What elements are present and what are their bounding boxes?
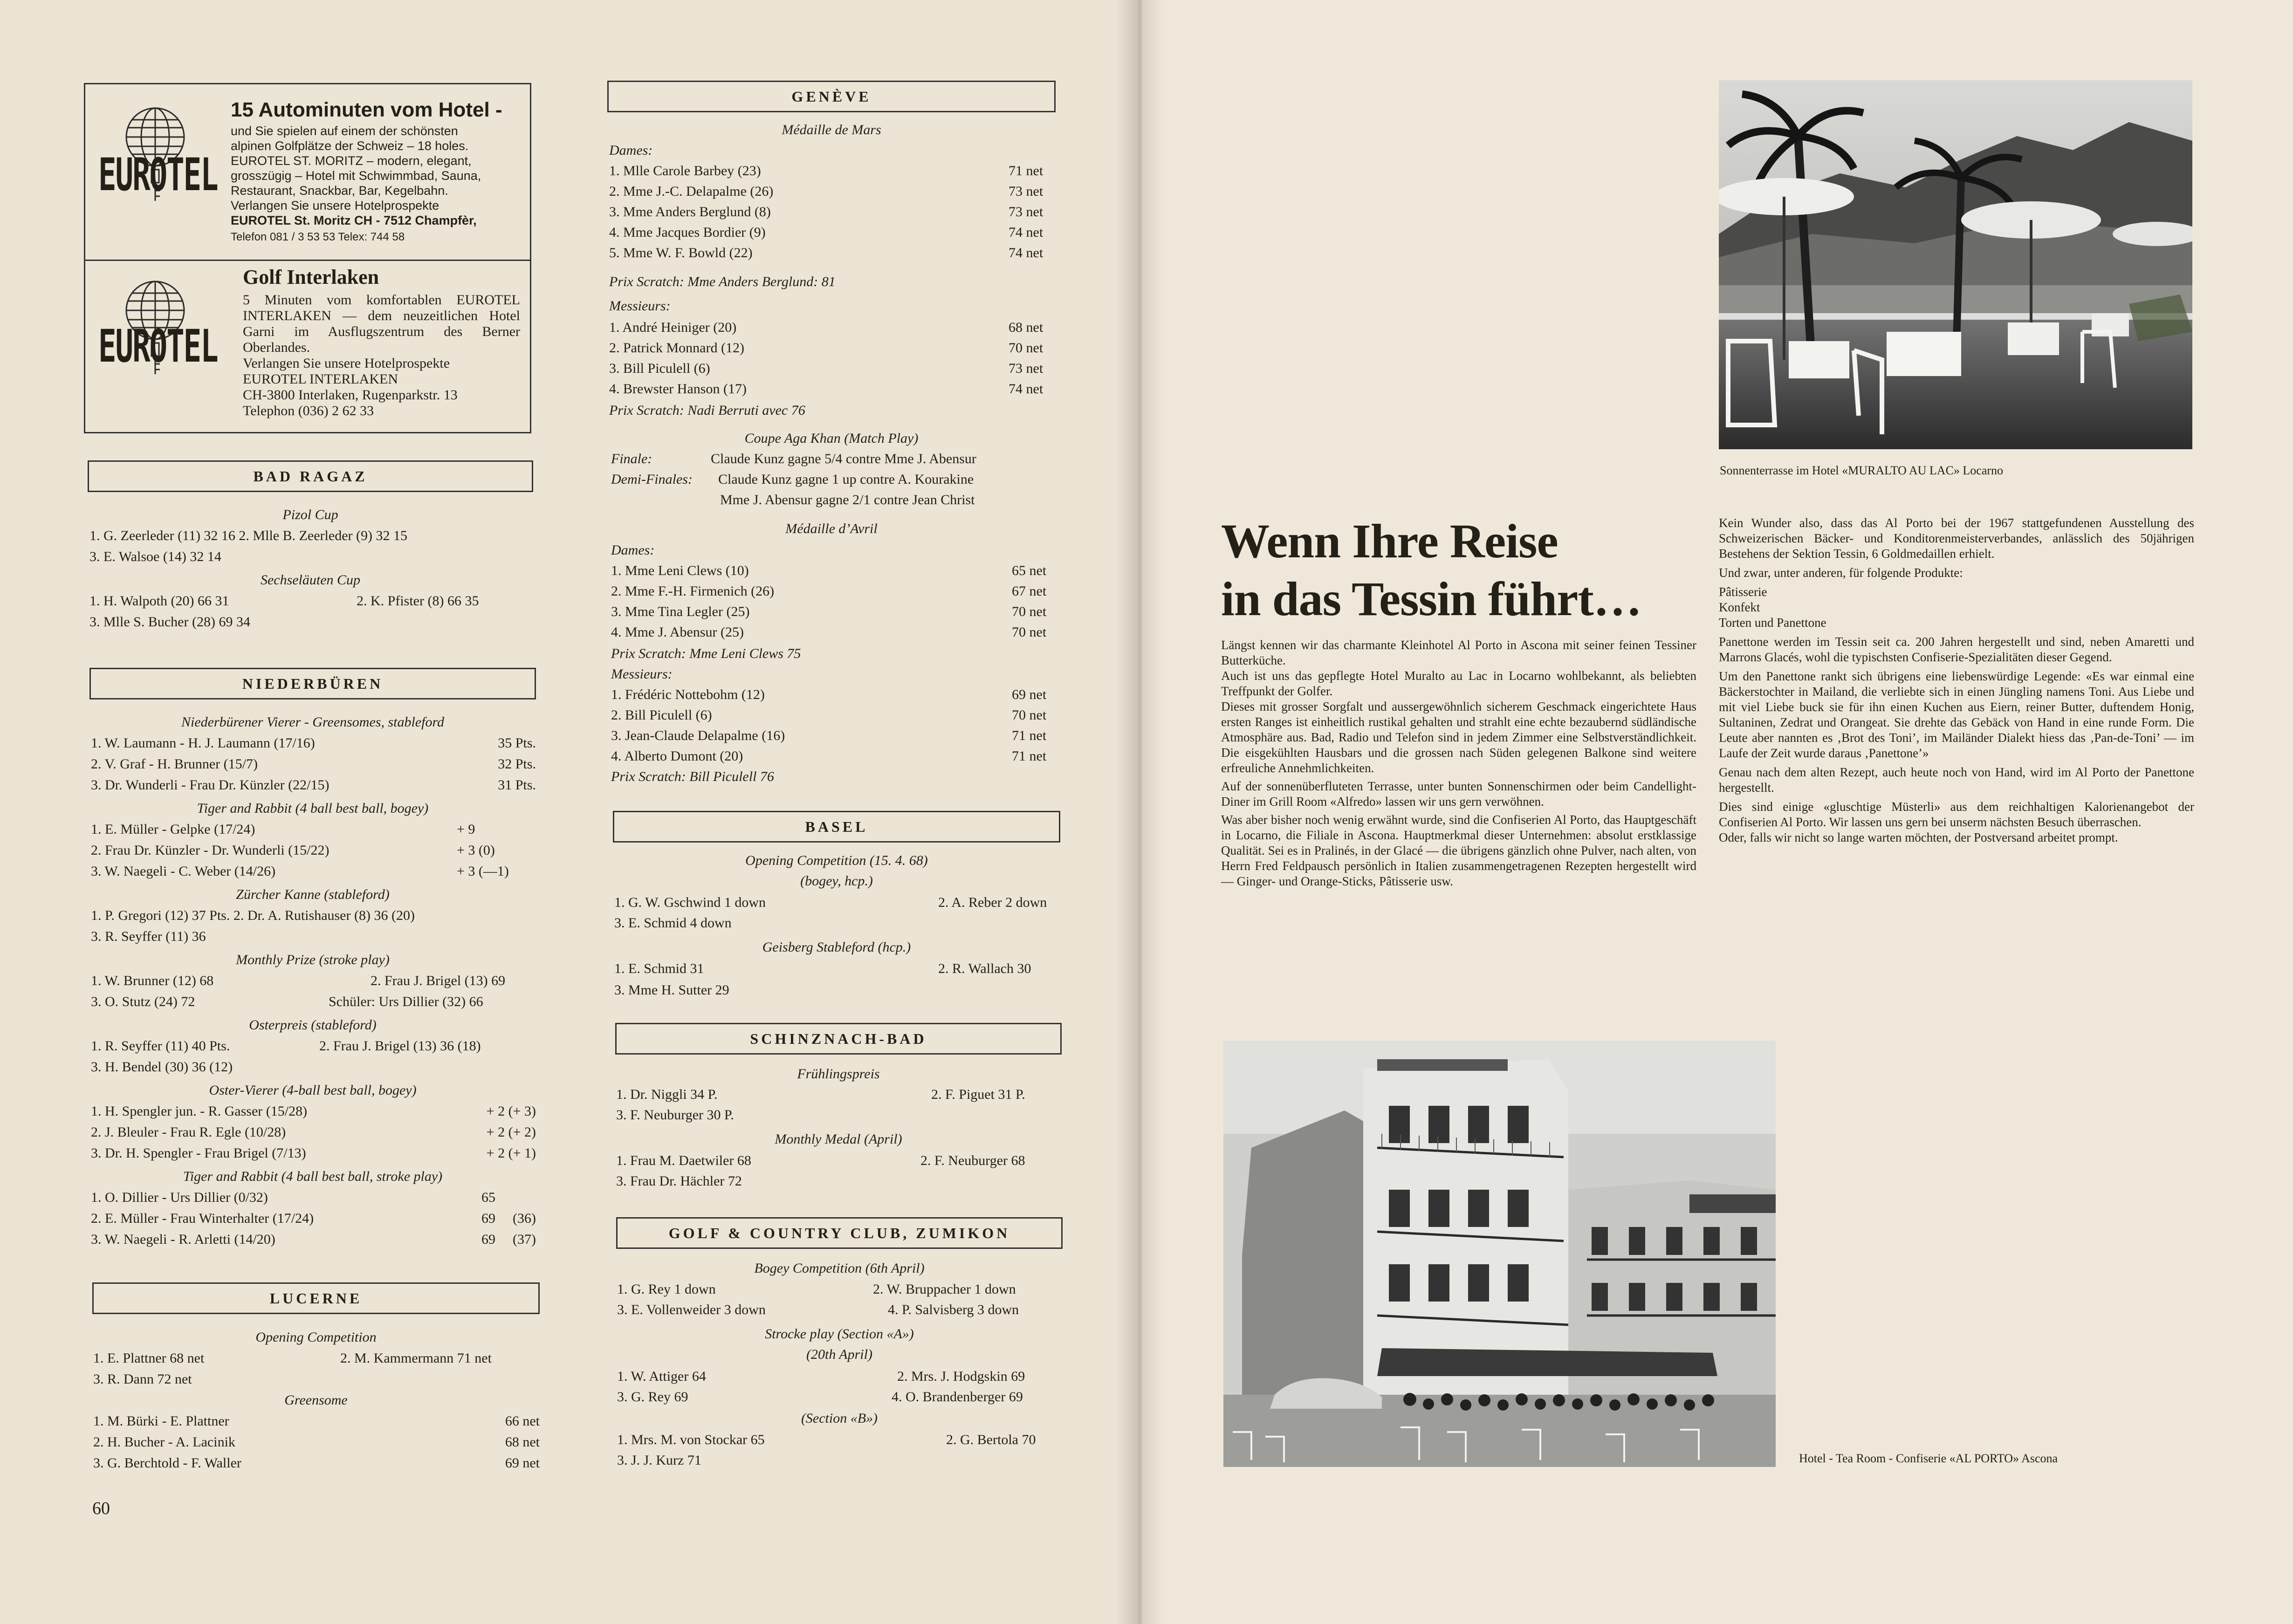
result-name: 1. O. Dillier - Urs Dillier (0/32) (91, 1190, 268, 1205)
result-name: 1. M. Bürki - E. Plattner (93, 1413, 229, 1429)
result-name: 3. Mme Anders Berglund (8) (609, 204, 771, 219)
result-line: Claude Kunz gagne 5/4 contre Mme J. Abensur (711, 451, 976, 466)
result-name: 2. Mme F.-H. Firmenich (26) (611, 583, 775, 599)
result-line: 2. M. Kammermann 71 net (340, 1350, 492, 1366)
article-paragraph: Und zwar, unter anderen, für folgende Produkte: (1719, 566, 1963, 580)
terrace-photo (1719, 80, 2192, 449)
ad1-body (231, 123, 524, 245)
article-paragraph: Um den Panettone rankt sich übrigens eine liebenswürdige Legende: «Es war einmal eine Bäckerstochter in Mailand, die verliebte sich in einen Jüngling namens Toni. Aus Liebe und mit viel Liebe buck sie für ihn einen Kuchen aus Eiern, reiner Butter, duftendem Honig, Sultaninen, Zedrat und Orangeat. Sie drehte das Gebäck von Hand in eine runde Form. Die Leute aber nannten es ‚Brot des Toni’, im Mailänder Dialekt hiess das ‚Pan-de-Toni’ — im Laufe der Zeit wurde daraus ‚Panettone’» (1719, 669, 2194, 760)
ad1-line: und Sie spielen auf einem der schönsten (231, 124, 458, 138)
competition-title: Monthly Medal (April) (775, 1131, 902, 1147)
page-number: 60 (92, 1499, 110, 1518)
result-score: 69 net (1012, 687, 1047, 702)
result-name: 3. Dr. H. Spengler - Frau Brigel (7/13) (91, 1145, 306, 1161)
headline-line: Wenn Ihre Reise (1221, 514, 1558, 568)
result-score: 68 net (505, 1434, 540, 1450)
article-paragraph: Längst kennen wir das charmante Kleinhotel Al Porto in Ascona mit seiner feinen Tessiner Butterküche. (1221, 638, 1696, 667)
result-line: 1. E. Plattner 68 net (93, 1350, 205, 1366)
result-line: 3. E. Vollenweider 3 down (617, 1302, 766, 1317)
result-line: 2. Frau J. Brigel (13) 69 (371, 973, 506, 988)
competition-title: (Section «B») (801, 1411, 878, 1426)
result-name: 1. Frédéric Nottebohm (12) (611, 687, 765, 702)
result-row (611, 604, 1058, 620)
competition-title: Sechseläuten Cup (260, 572, 361, 588)
ad1-phone: Telefon 081 / 3 53 53 Telex: 744 58 (231, 231, 405, 243)
result-line: Schüler: Urs Dillier (32) 66 (329, 994, 483, 1009)
article-paragraph: Dies sind einige «gluschtige Müsterli» aus dem reichhaltigen Kalorienangebot der Confiserien Al Porto. Wir lassen uns gern bei unserm nächsten Besuch überraschen. (1719, 800, 2194, 829)
result-line: 2. A. Reber 2 down (938, 895, 1047, 910)
result-line: 1. G. Zeerleder (11) 32 16 2. Mlle B. Zeerleder (9) 32 15 (89, 528, 407, 543)
result-line: 2. F. Piguet 31 P. (931, 1087, 1025, 1102)
eurotel-logo: EUROTEL (98, 321, 218, 373)
result-line: 1. W. Brunner (12) 68 (91, 973, 214, 988)
section-header-lucerne: LUCERNE (92, 1282, 540, 1314)
result-line: Mme J. Abensur gagne 2/1 contre Jean Christ (720, 492, 975, 507)
result-row (609, 320, 1057, 336)
result-row (611, 707, 1058, 723)
ad2-text: 5 Minuten vom komfortablen EUROTEL INTERLAKEN — dem neuzeitlichen Hotel Garni im Ausflugszentrum des Berner Oberlandes. (243, 292, 520, 355)
result-row (93, 1434, 540, 1450)
result-score: + 2 (+ 1) (486, 1145, 536, 1161)
result-name: 3. Jean-Claude Delapalme (16) (611, 728, 785, 743)
result-line: 2. W. Bruppacher 1 down (873, 1281, 1016, 1297)
hotel-photo (1223, 1041, 1776, 1467)
result-row (91, 1145, 536, 1161)
ad1-line: Restaurant, Snackbar, Bar, Kegelbahn. (231, 184, 448, 198)
ad2-title: Golf Interlaken (243, 266, 379, 288)
result-score: 73 net (1009, 204, 1044, 219)
section-header-schinznach: SCHINZNACH-BAD (615, 1023, 1062, 1055)
result-name: 1. E. Müller - Gelpke (17/24) (91, 822, 255, 837)
result-line: 3. R. Dann 72 net (93, 1371, 192, 1387)
result-line: 3. Frau Dr. Hächler 72 (616, 1173, 742, 1189)
result-line: 1. P. Gregori (12) 37 Pts. 2. Dr. A. Rutishauser (8) 36 (20) (91, 908, 415, 923)
round-label: Demi-Finales: (611, 472, 693, 487)
competition-title: Frühlingspreis (797, 1066, 880, 1082)
result-line: 3. Mme H. Sutter 29 (614, 982, 729, 998)
article-paragraph: Auf der sonnenüberfluteten Terrasse, unter bunten Sonnenschirmen oder beim Candellight-Diner im Grill Room «Alfredo» lassen wir uns gern verwöhnen. (1221, 779, 1696, 809)
result-score: 74 net (1009, 225, 1044, 240)
result-name: 4. Mme Jacques Bordier (9) (609, 225, 766, 240)
result-name: 2. Mme J.-C. Delapalme (26) (609, 184, 774, 199)
result-score: 74 net (1009, 245, 1044, 260)
ad2-line: Telephon (036) 2 62 33 (243, 403, 374, 418)
product-item: Konfekt (1719, 600, 1760, 614)
ad2-line: Verlangen Sie unsere Hotelprospekte (243, 356, 450, 371)
result-line: 1. W. Attiger 64 (617, 1369, 706, 1384)
result-row (91, 822, 536, 837)
competition-title: Greensome (284, 1392, 348, 1408)
result-line: 3. R. Seyffer (11) 36 (91, 929, 206, 944)
result-line: 1. Dr. Niggli 34 P. (616, 1087, 718, 1102)
result-name: 2. H. Bucher - A. Lacinik (93, 1434, 235, 1450)
result-score: 70 net (1012, 624, 1047, 640)
competition-title: Pizol Cup (282, 507, 338, 522)
competition-title: Médaille d’Avril (785, 521, 878, 536)
result-name: 4. Alberto Dumont (20) (611, 748, 743, 764)
result-line: 2. Mrs. J. Hodgskin 69 (897, 1369, 1025, 1384)
result-score: 70 net (1009, 340, 1044, 356)
competition-title: Strocke play (Section «A») (765, 1326, 914, 1342)
prix-scratch: Prix Scratch: Nadi Berruti avec 76 (609, 403, 805, 418)
ad2-body (243, 292, 520, 419)
result-name: 1. Mme Leni Clews (10) (611, 563, 749, 578)
competition-title: Coupe Aga Khan (Match Play) (744, 431, 919, 446)
result-row (609, 361, 1057, 377)
result-row (91, 777, 536, 793)
result-name: 2. J. Bleuler - Frau R. Egle (10/28) (91, 1124, 286, 1140)
ad2-line: CH-3800 Interlaken, Rugenparkstr. 13 (243, 387, 458, 403)
result-line: 2. R. Wallach 30 (938, 961, 1031, 976)
eurotel-logo: EUROTEL (98, 150, 218, 201)
prix-scratch: Prix Scratch: Mme Leni Clews 75 (611, 646, 801, 661)
result-line: 1. Frau M. Daetwiler 68 (616, 1153, 751, 1168)
result-name: 1. W. Laumann - H. J. Laumann (17/16) (91, 735, 315, 751)
result-name: 1. Mlle Carole Barbey (23) (609, 163, 761, 178)
competition-title: Tiger and Rabbit (4 ball best ball, bogey) (197, 801, 429, 816)
result-line: 2. Frau J. Brigel (13) 36 (18) (319, 1038, 481, 1054)
result-row (611, 748, 1058, 764)
prix-scratch: Prix Scratch: Bill Piculell 76 (611, 769, 774, 784)
result-name: 4. Mme J. Abensur (25) (611, 624, 744, 640)
result-row (91, 1190, 536, 1206)
result-score: + 3 (—1) (457, 863, 509, 879)
result-line: 2. F. Neuburger 68 (920, 1153, 1025, 1168)
category-label: Messieurs: (611, 666, 673, 682)
result-line: 1. R. Seyffer (11) 40 Pts. (91, 1038, 230, 1054)
result-line: 1. G. W. Gschwind 1 down (614, 895, 766, 910)
result-row (609, 184, 1057, 199)
article-paragraph: Genau nach dem alten Rezept, auch heute noch von Hand, wird im Al Porto der Panettone hergestellt. (1719, 765, 2194, 795)
ad1-title: 15 Autominuten vom Hotel - (231, 98, 502, 121)
competition-title: Médaille de Mars (782, 122, 881, 137)
result-row (611, 728, 1058, 744)
result-name: 3. G. Berchtold - F. Waller (93, 1455, 241, 1471)
result-score: 32 Pts. (498, 756, 536, 772)
result-row (609, 204, 1057, 220)
competition-title: Osterpreis (stableford) (249, 1017, 377, 1033)
result-score: 74 net (1009, 381, 1044, 397)
section-header-niederburen: NIEDERBÜREN (89, 668, 536, 699)
result-line: 4. P. Salvisberg 3 down (888, 1302, 1019, 1317)
article-paragraph: Dieses mit grosser Sorgfalt und aussergewöhnlich sicherem Geschmack eingerichtete Haus ersten Ranges ist einheitlich rustikal gehalten und strahlt eine echte bezaubernd südländische Atmosphäre aus. Bad, Radio und Telefon sind in jedem Zimmer eine Selbstverständlichkeit. Die eisgekühlten Hausbars und die grossen nach Süden gelegenen Balkone sind weitere erfreuliche Annehmlichkeiten. (1221, 699, 1696, 775)
result-line: 3. J. J. Kurz 71 (617, 1453, 701, 1468)
result-line: 3. G. Rey 69 (617, 1389, 688, 1405)
competition-title: Zürcher Kanne (stableford) (236, 887, 390, 902)
result-row (609, 381, 1057, 397)
result-line: 1. G. Rey 1 down (617, 1281, 716, 1297)
competition-title: Opening Competition (255, 1329, 377, 1345)
competition-subtitle: (bogey, hcp.) (800, 873, 873, 889)
result-line: 1. E. Schmid 31 (614, 961, 704, 976)
terrace-photo-image (1719, 80, 2192, 449)
result-row (91, 1232, 536, 1247)
result-score: + 3 (0) (457, 843, 495, 858)
ad1-address: EUROTEL St. Moritz CH - 7512 Champfèr, (231, 213, 477, 227)
article-paragraph: Kein Wunder also, dass das Al Porto bei der 1967 stattgefundenen Ausstellung des Schweizerischen Bäcker- und Konditorenmeisterverbandes, anlässlich des 50jährigen Bestehens der Sektion Tessin, 6 Goldmedaillen erhielt. (1719, 516, 2194, 561)
result-name: 2. Frau Dr. Künzler - Dr. Wunderli (15/22) (91, 843, 330, 858)
result-row (611, 624, 1058, 640)
ad1-line: Verlangen Sie unsere Hotelprospekte (231, 199, 439, 212)
result-score: 70 net (1012, 604, 1047, 619)
result-row (609, 245, 1057, 261)
eurotel-advertisement (84, 83, 531, 433)
ad1-line: EUROTEL ST. MORITZ – modern, elegant, (231, 154, 472, 168)
category-label: Dames: (609, 143, 653, 158)
photo-caption: Sonnenterrasse im Hotel «MURALTO AU LAC» Locarno (1720, 464, 2004, 477)
result-row (91, 843, 536, 858)
competition-title: Tiger and Rabbit (4 ball best ball, stroke play) (183, 1169, 443, 1184)
result-score: 31 Pts. (498, 777, 536, 793)
ad1-line: grosszügig – Hotel mit Schwimmbad, Sauna, (231, 169, 481, 183)
result-score: 69 (481, 1211, 495, 1226)
prix-scratch: Prix Scratch: Mme Anders Berglund: 81 (609, 274, 836, 289)
result-row (609, 340, 1057, 356)
result-name: 3. Bill Piculell (6) (609, 361, 710, 376)
result-name: 3. Dr. Wunderli - Frau Dr. Künzler (22/15) (91, 777, 330, 793)
result-line: 3. F. Neuburger 30 P. (616, 1107, 734, 1123)
result-line: 2. G. Bertola 70 (946, 1432, 1036, 1447)
result-score: 69 net (505, 1455, 540, 1471)
result-name: 2. V. Graf - H. Brunner (15/7) (91, 756, 258, 772)
ad1-line: alpinen Golfplätze der Schweiz – 18 holes. (231, 139, 469, 153)
article-column-1 (1221, 637, 1696, 889)
result-row (91, 863, 536, 879)
photo-caption: Hotel - Tea Room - Confiserie «AL PORTO» Ascona (1799, 1452, 2058, 1465)
result-name: 4. Brewster Hanson (17) (609, 381, 747, 397)
result-score: + 2 (+ 2) (486, 1124, 536, 1140)
result-score: 65 (481, 1190, 495, 1205)
article-headline (1221, 513, 1641, 628)
result-row (91, 1124, 536, 1140)
competition-title: Monthly Prize (stroke play) (236, 952, 390, 967)
result-score: 69 (481, 1232, 495, 1247)
article-paragraph: Was aber bisher noch wenig erwähnt wurde, sind die Confiserien Al Porto, das Hauptgeschäft in Locarno, die Filiale in Ascona. Hauptmerkmal dieser Unternehmen: absolut erstklassige Qualität. Sei es in Pralinés, in der Glacé — die übrigens gänzlich ohne Pulver, nach alten, von Herrn Fred Feldpausch persönlich in Italien zusammengetragenen Rezepten hergestellt wird — Ginger- und Orange-Sticks, Pâtisserie usw. (1221, 813, 1696, 888)
result-row (91, 1103, 536, 1119)
result-line: 2. K. Pfister (8) 66 35 (357, 593, 479, 609)
section-header-basel: BASEL (613, 811, 1060, 843)
result-line: 4. O. Brandenberger 69 (892, 1389, 1023, 1405)
competition-title: Opening Competition (15. 4. 68) (745, 853, 928, 868)
competition-title: Niederbürener Vierer - Greensomes, stableford (181, 714, 445, 730)
result-score: + 2 (+ 3) (486, 1103, 536, 1119)
hotel-photo-image (1223, 1041, 1776, 1467)
result-line: 3. O. Stutz (24) 72 (91, 994, 195, 1009)
result-row (611, 687, 1058, 703)
result-points: (36) (513, 1211, 536, 1226)
result-points: (37) (513, 1232, 536, 1247)
result-line: 3. Mlle S. Bucher (28) 69 34 (89, 614, 250, 630)
result-line: 3. E. Schmid 4 down (614, 915, 732, 931)
result-score: + 9 (457, 822, 475, 837)
result-name: 2. Bill Piculell (6) (611, 707, 712, 723)
result-row (609, 225, 1057, 240)
result-score: 73 net (1009, 184, 1044, 199)
section-header-bad-ragaz: BAD RAGAZ (88, 460, 533, 492)
competition-title: Bogey Competition (6th April) (754, 1261, 925, 1276)
product-item: Torten und Panettone (1719, 616, 1826, 630)
result-line: 1. H. Walpoth (20) 66 31 (89, 593, 229, 609)
competition-subtitle: (20th April) (806, 1347, 872, 1362)
category-label: Dames: (611, 542, 655, 558)
result-row (93, 1455, 540, 1471)
result-line: 3. H. Bendel (30) 36 (12) (91, 1059, 233, 1075)
ad2-line: EUROTEL INTERLAKEN (243, 371, 398, 387)
article-paragraph: Auch ist uns das gepflegte Hotel Muralto au Lac in Locarno wohlbekannt, als beliebten Treffpunkt der Golfer. (1221, 669, 1696, 698)
article-column-2 (1719, 515, 2194, 845)
competition-title: Geisberg Stableford (hcp.) (762, 939, 911, 955)
ad-divider (85, 260, 530, 261)
article-paragraph: Oder, falls wir nicht so lange warten möchten, der Postversand arbeitet prompt. (1719, 830, 2118, 844)
result-score: 35 Pts. (498, 735, 536, 751)
result-row (611, 563, 1058, 579)
result-score: 66 net (505, 1413, 540, 1429)
headline-line: in das Tessin führt… (1221, 572, 1641, 626)
result-row (611, 583, 1058, 599)
article-paragraph: Panettone werden im Tessin seit ca. 200 Jahren hergestellt und sind, neben Amaretti und Marrons Glacés, wohl die typischsten Confiserie-Spezialitäten dieser Gegend. (1719, 635, 2194, 664)
result-score: 65 net (1012, 563, 1047, 578)
section-header-zumikon: GOLF & COUNTRY CLUB, ZUMIKON (616, 1217, 1063, 1249)
result-score: 73 net (1009, 361, 1044, 376)
result-name: 5. Mme W. F. Bowld (22) (609, 245, 753, 260)
page-gutter (1116, 0, 1163, 1624)
result-name: 2. Patrick Monnard (12) (609, 340, 744, 356)
result-row (93, 1413, 540, 1429)
result-score: 71 net (1012, 748, 1047, 764)
competition-title: Oster-Vierer (4-ball best ball, bogey) (209, 1083, 417, 1098)
result-name: 3. W. Naegeli - C. Weber (14/26) (91, 863, 276, 879)
result-name: 1. H. Spengler jun. - R. Gasser (15/28) (91, 1103, 308, 1119)
result-line: 1. Mrs. M. von Stockar 65 (617, 1432, 765, 1447)
result-score: 68 net (1009, 320, 1044, 335)
result-row (91, 756, 536, 772)
result-line: Claude Kunz gagne 1 up contre A. Kourakine (718, 472, 974, 487)
result-score: 67 net (1012, 583, 1047, 599)
result-line: 3. E. Walsoe (14) 32 14 (89, 549, 221, 564)
result-row (609, 163, 1057, 179)
result-score: 71 net (1009, 163, 1044, 178)
category-label: Messieurs: (609, 298, 671, 314)
result-score: 71 net (1012, 728, 1047, 743)
result-row (91, 735, 536, 751)
section-header-geneve: GENÈVE (607, 81, 1056, 112)
result-name: 3. Mme Tina Legler (25) (611, 604, 750, 619)
result-score: 70 net (1012, 707, 1047, 723)
round-label: Finale: (611, 451, 652, 466)
result-name: 2. E. Müller - Frau Winterhalter (17/24) (91, 1211, 314, 1226)
product-item: Pâtisserie (1719, 585, 1767, 599)
result-name: 1. André Heiniger (20) (609, 320, 737, 335)
result-name: 3. W. Naegeli - R. Arletti (14/20) (91, 1232, 275, 1247)
result-row (91, 1211, 536, 1227)
